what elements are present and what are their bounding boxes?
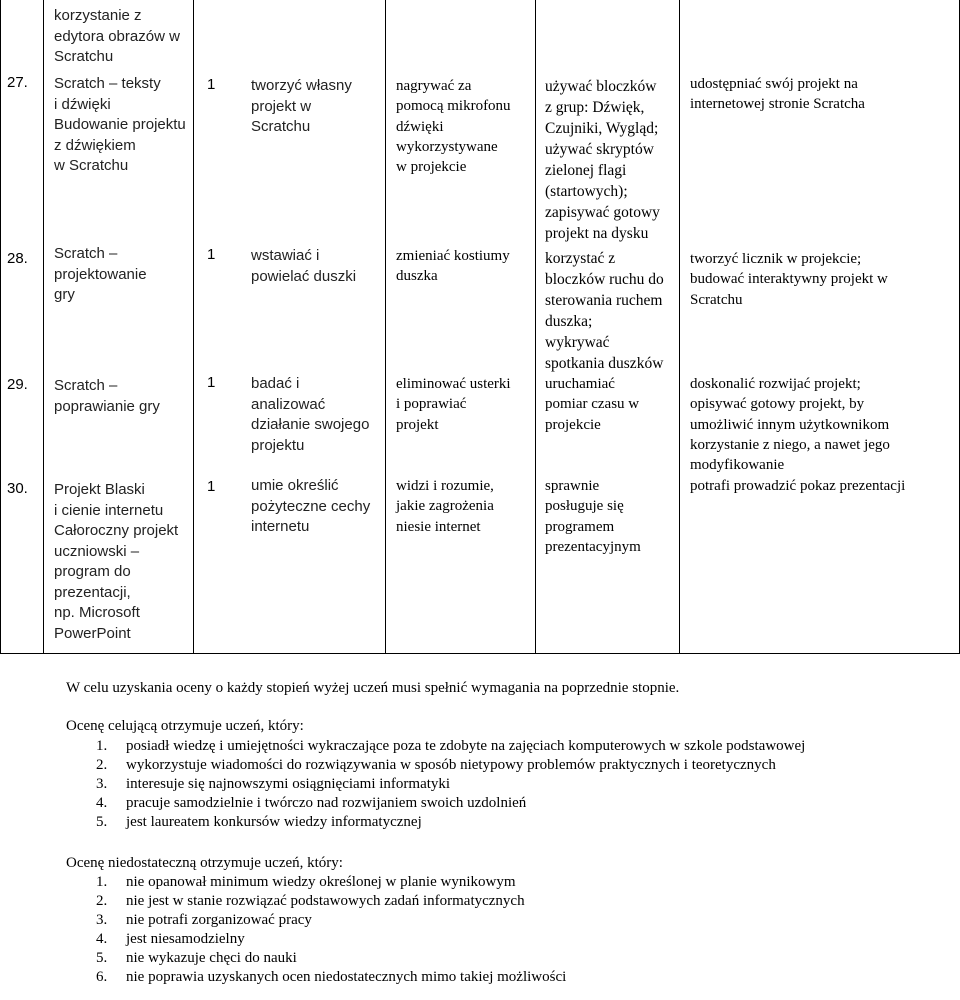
table-column-divider xyxy=(193,0,194,654)
requirement-cell: udostępniać swój projekt na internetowej stronie Scratcha xyxy=(690,76,865,113)
requirement-cell: wstawiać i powielać duszki xyxy=(251,247,357,285)
topic-cell: Scratch – projektowanie gry xyxy=(54,245,147,303)
requirement-cell: korzystać z bloczków ruchu do sterowania ruchem duszka; wykrywać spotkania duszków xyxy=(545,250,664,372)
fail-heading: Ocenę niedostateczną otrzymuje uczeń, który: xyxy=(66,855,343,871)
topic-number: 30. xyxy=(7,480,28,497)
requirement-cell: eliminować usterki i poprawiać projekt xyxy=(396,376,511,433)
hours-count: 1 xyxy=(207,374,216,391)
topic-number: 28. xyxy=(7,250,28,267)
requirement-cell: tworzyć własny projekt w Scratchu xyxy=(251,77,352,135)
requirement-cell: potrafi prowadzić pokaz prezentacji xyxy=(690,478,906,494)
hours-count: 1 xyxy=(207,246,216,263)
table-column-divider xyxy=(385,0,386,654)
requirement-cell: używać bloczków z grup: Dźwięk, Czujniki, Wygląd; używać skryptów zielonej flagi (startowych); zapisywać gotowy projekt na dysku xyxy=(545,78,660,242)
excellent-heading: Ocenę celującą otrzymuje uczeń, który: xyxy=(66,718,304,734)
requirement-cell: uruchamiać pomiar czasu w projekcie xyxy=(545,376,640,433)
requirement-cell: tworzyć licznik w projekcie; budować interaktywny projekt w Scratchu xyxy=(690,251,888,308)
notes-intro: W celu uzyskania oceny o każdy stopień wyżej uczeń musi spełnić wymagania na poprzednie stopnie. xyxy=(66,680,680,696)
requirement-cell: doskonalić rozwijać projekt; opisywać gotowy projekt, by umożliwić innym użytkownikom korzystanie z niego, a nawet jego modyfikowanie xyxy=(690,376,890,474)
topic-cell: Projekt Blaski i cienie internetu Całoroczny projekt uczniowski – program do prezentacji, np. Microsoft PowerPoint xyxy=(54,481,179,642)
requirement-cell: sprawnie posługuje się programem prezentacyjnym xyxy=(545,478,641,555)
topic-number: 29. xyxy=(7,376,28,393)
topic-number: 27. xyxy=(7,74,28,91)
topic-cell: Scratch – poprawianie gry xyxy=(54,377,160,415)
requirement-cell: widzi i rozumie, jakie zagrożenia niesie internet xyxy=(396,478,494,535)
table-column-divider xyxy=(535,0,536,654)
table-column-divider xyxy=(43,0,44,654)
table-border-left xyxy=(0,0,1,654)
requirement-cell: badać i analizować działanie swojego projektu xyxy=(251,375,370,454)
table-column-divider xyxy=(679,0,680,654)
hours-count: 1 xyxy=(207,478,216,495)
topic-cell: Scratch – teksty i dźwięki Budowanie projektu z dźwiękiem w Scratchu xyxy=(54,75,186,174)
hours-count: 1 xyxy=(207,76,216,93)
topic-cell: korzystanie z edytora obrazów w Scratchu xyxy=(54,7,180,65)
requirement-cell: zmieniać kostiumy duszka xyxy=(396,248,510,285)
requirement-cell: umie określić pożyteczne cechy internetu xyxy=(251,477,371,535)
requirement-cell: nagrywać za pomocą mikrofonu dźwięki wykorzystywane w projekcie xyxy=(396,78,511,176)
table-border-bottom xyxy=(0,653,960,654)
